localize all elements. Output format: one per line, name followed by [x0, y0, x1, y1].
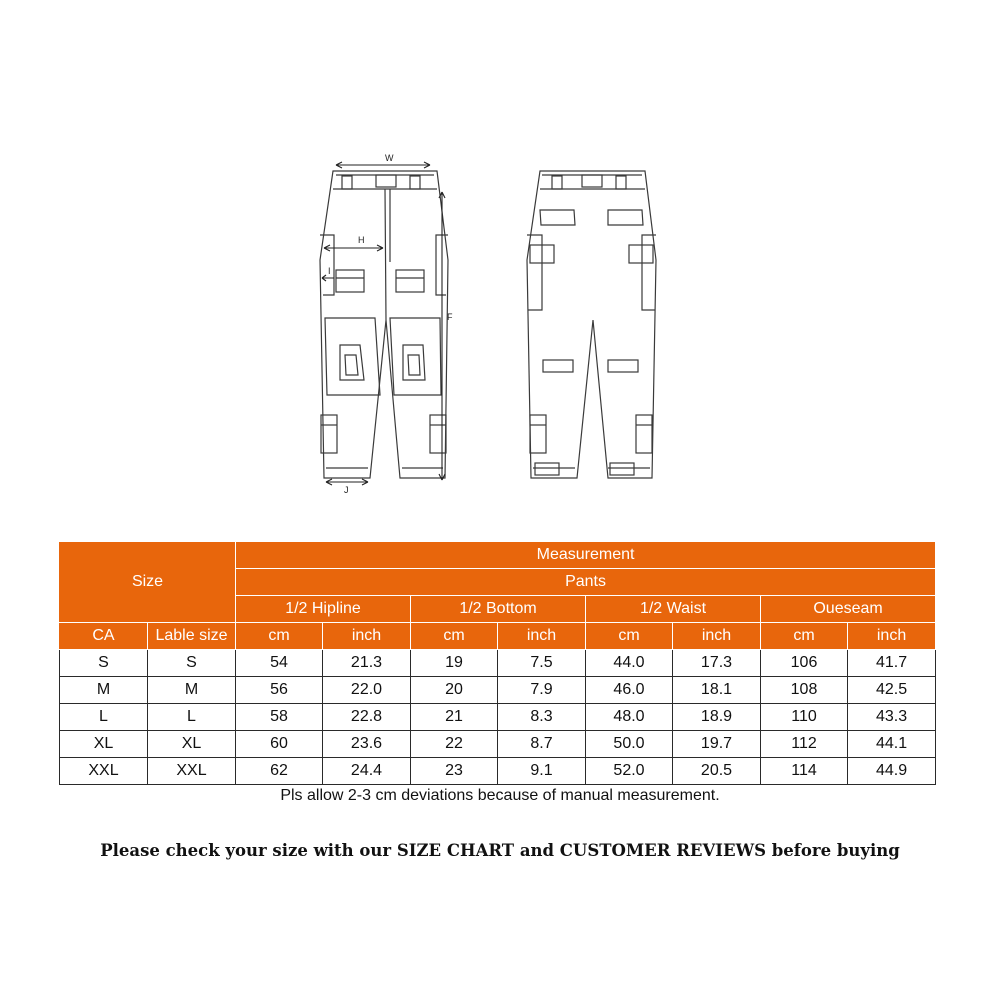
sub-header-inch: inch	[673, 623, 761, 650]
table-cell: L	[60, 704, 148, 731]
table-cell: 43.3	[848, 704, 936, 731]
table-row	[60, 650, 936, 677]
diagram-label-outseam: F	[447, 312, 453, 322]
table-cell: 19	[411, 650, 498, 677]
table-cell: 50.0	[586, 731, 673, 758]
table-cell: 8.3	[498, 704, 586, 731]
table-cell: 9.1	[498, 758, 586, 785]
sub-header-ca: CA	[60, 623, 148, 650]
measurement-header: Measurement	[236, 542, 936, 569]
table-cell: 23.6	[323, 731, 411, 758]
table-cell: 17.3	[673, 650, 761, 677]
group-header-hipline: 1/2 Hipline	[236, 596, 411, 623]
table-cell: 23	[411, 758, 498, 785]
sub-header-inch: inch	[498, 623, 586, 650]
group-header-bottom: 1/2 Bottom	[411, 596, 586, 623]
table-cell: 20	[411, 677, 498, 704]
table-cell: 8.7	[498, 731, 586, 758]
table-cell: M	[148, 677, 236, 704]
table-cell: S	[60, 650, 148, 677]
table-cell: 60	[236, 731, 323, 758]
footer-notice: Please check your size with our SIZE CHART and CUSTOMER REVIEWS before buying	[100, 841, 900, 860]
table-cell: 54	[236, 650, 323, 677]
table-cell: 20.5	[673, 758, 761, 785]
size-chart-table	[59, 541, 936, 785]
diagram-label-bottom: J	[344, 485, 349, 495]
diagram-label-inseam: I	[328, 266, 331, 276]
pants-front-view	[320, 171, 448, 478]
table-cell: 108	[761, 677, 848, 704]
table-cell: 19.7	[673, 731, 761, 758]
table-cell: 106	[761, 650, 848, 677]
size-header: Size	[60, 542, 236, 623]
group-header-outseam: Oueseam	[761, 596, 936, 623]
table-cell: XXL	[60, 758, 148, 785]
table-row	[60, 704, 936, 731]
group-header-waist: 1/2 Waist	[586, 596, 761, 623]
sub-header-cm: cm	[586, 623, 673, 650]
table-cell: 58	[236, 704, 323, 731]
table-cell: 52.0	[586, 758, 673, 785]
table-cell: XL	[148, 731, 236, 758]
pants-back-view	[527, 171, 656, 478]
table-cell: 22.8	[323, 704, 411, 731]
deviation-note: Pls allow 2-3 cm deviations because of manual measurement.	[280, 787, 720, 804]
measurement-arrows	[322, 162, 445, 485]
table-row	[60, 677, 936, 704]
diagram-label-hip: H	[358, 235, 365, 245]
table-cell: 112	[761, 731, 848, 758]
table-row	[60, 731, 936, 758]
sub-header-inch: inch	[323, 623, 411, 650]
table-cell: 21.3	[323, 650, 411, 677]
table-cell: 7.5	[498, 650, 586, 677]
table-cell: S	[148, 650, 236, 677]
table-cell: L	[148, 704, 236, 731]
table-cell: XXL	[148, 758, 236, 785]
table-cell: 21	[411, 704, 498, 731]
pants-drawings	[290, 150, 690, 500]
table-cell: 46.0	[586, 677, 673, 704]
table-cell: 22.0	[323, 677, 411, 704]
table-cell: 41.7	[848, 650, 936, 677]
table-cell: 7.9	[498, 677, 586, 704]
table-cell: 48.0	[586, 704, 673, 731]
pants-header: Pants	[236, 569, 936, 596]
sub-header-cm: cm	[761, 623, 848, 650]
table-cell: 22	[411, 731, 498, 758]
table-cell: 42.5	[848, 677, 936, 704]
table-cell: 44.0	[586, 650, 673, 677]
table-cell: 18.1	[673, 677, 761, 704]
sub-header-cm: cm	[236, 623, 323, 650]
table-cell: 18.9	[673, 704, 761, 731]
table-cell: 114	[761, 758, 848, 785]
table-cell: M	[60, 677, 148, 704]
sub-header-cm: cm	[411, 623, 498, 650]
table-cell: 44.9	[848, 758, 936, 785]
table-row	[60, 758, 936, 785]
sub-header-row	[60, 623, 936, 650]
table-cell: 44.1	[848, 731, 936, 758]
table-cell: 24.4	[323, 758, 411, 785]
table-cell: 110	[761, 704, 848, 731]
sub-header-inch: inch	[848, 623, 936, 650]
table-cell: XL	[60, 731, 148, 758]
table-cell: 56	[236, 677, 323, 704]
table-cell: 62	[236, 758, 323, 785]
diagram-label-waist: W	[385, 153, 394, 163]
pants-diagrams	[290, 150, 690, 500]
sub-header-label-size: Lable size	[148, 623, 236, 650]
